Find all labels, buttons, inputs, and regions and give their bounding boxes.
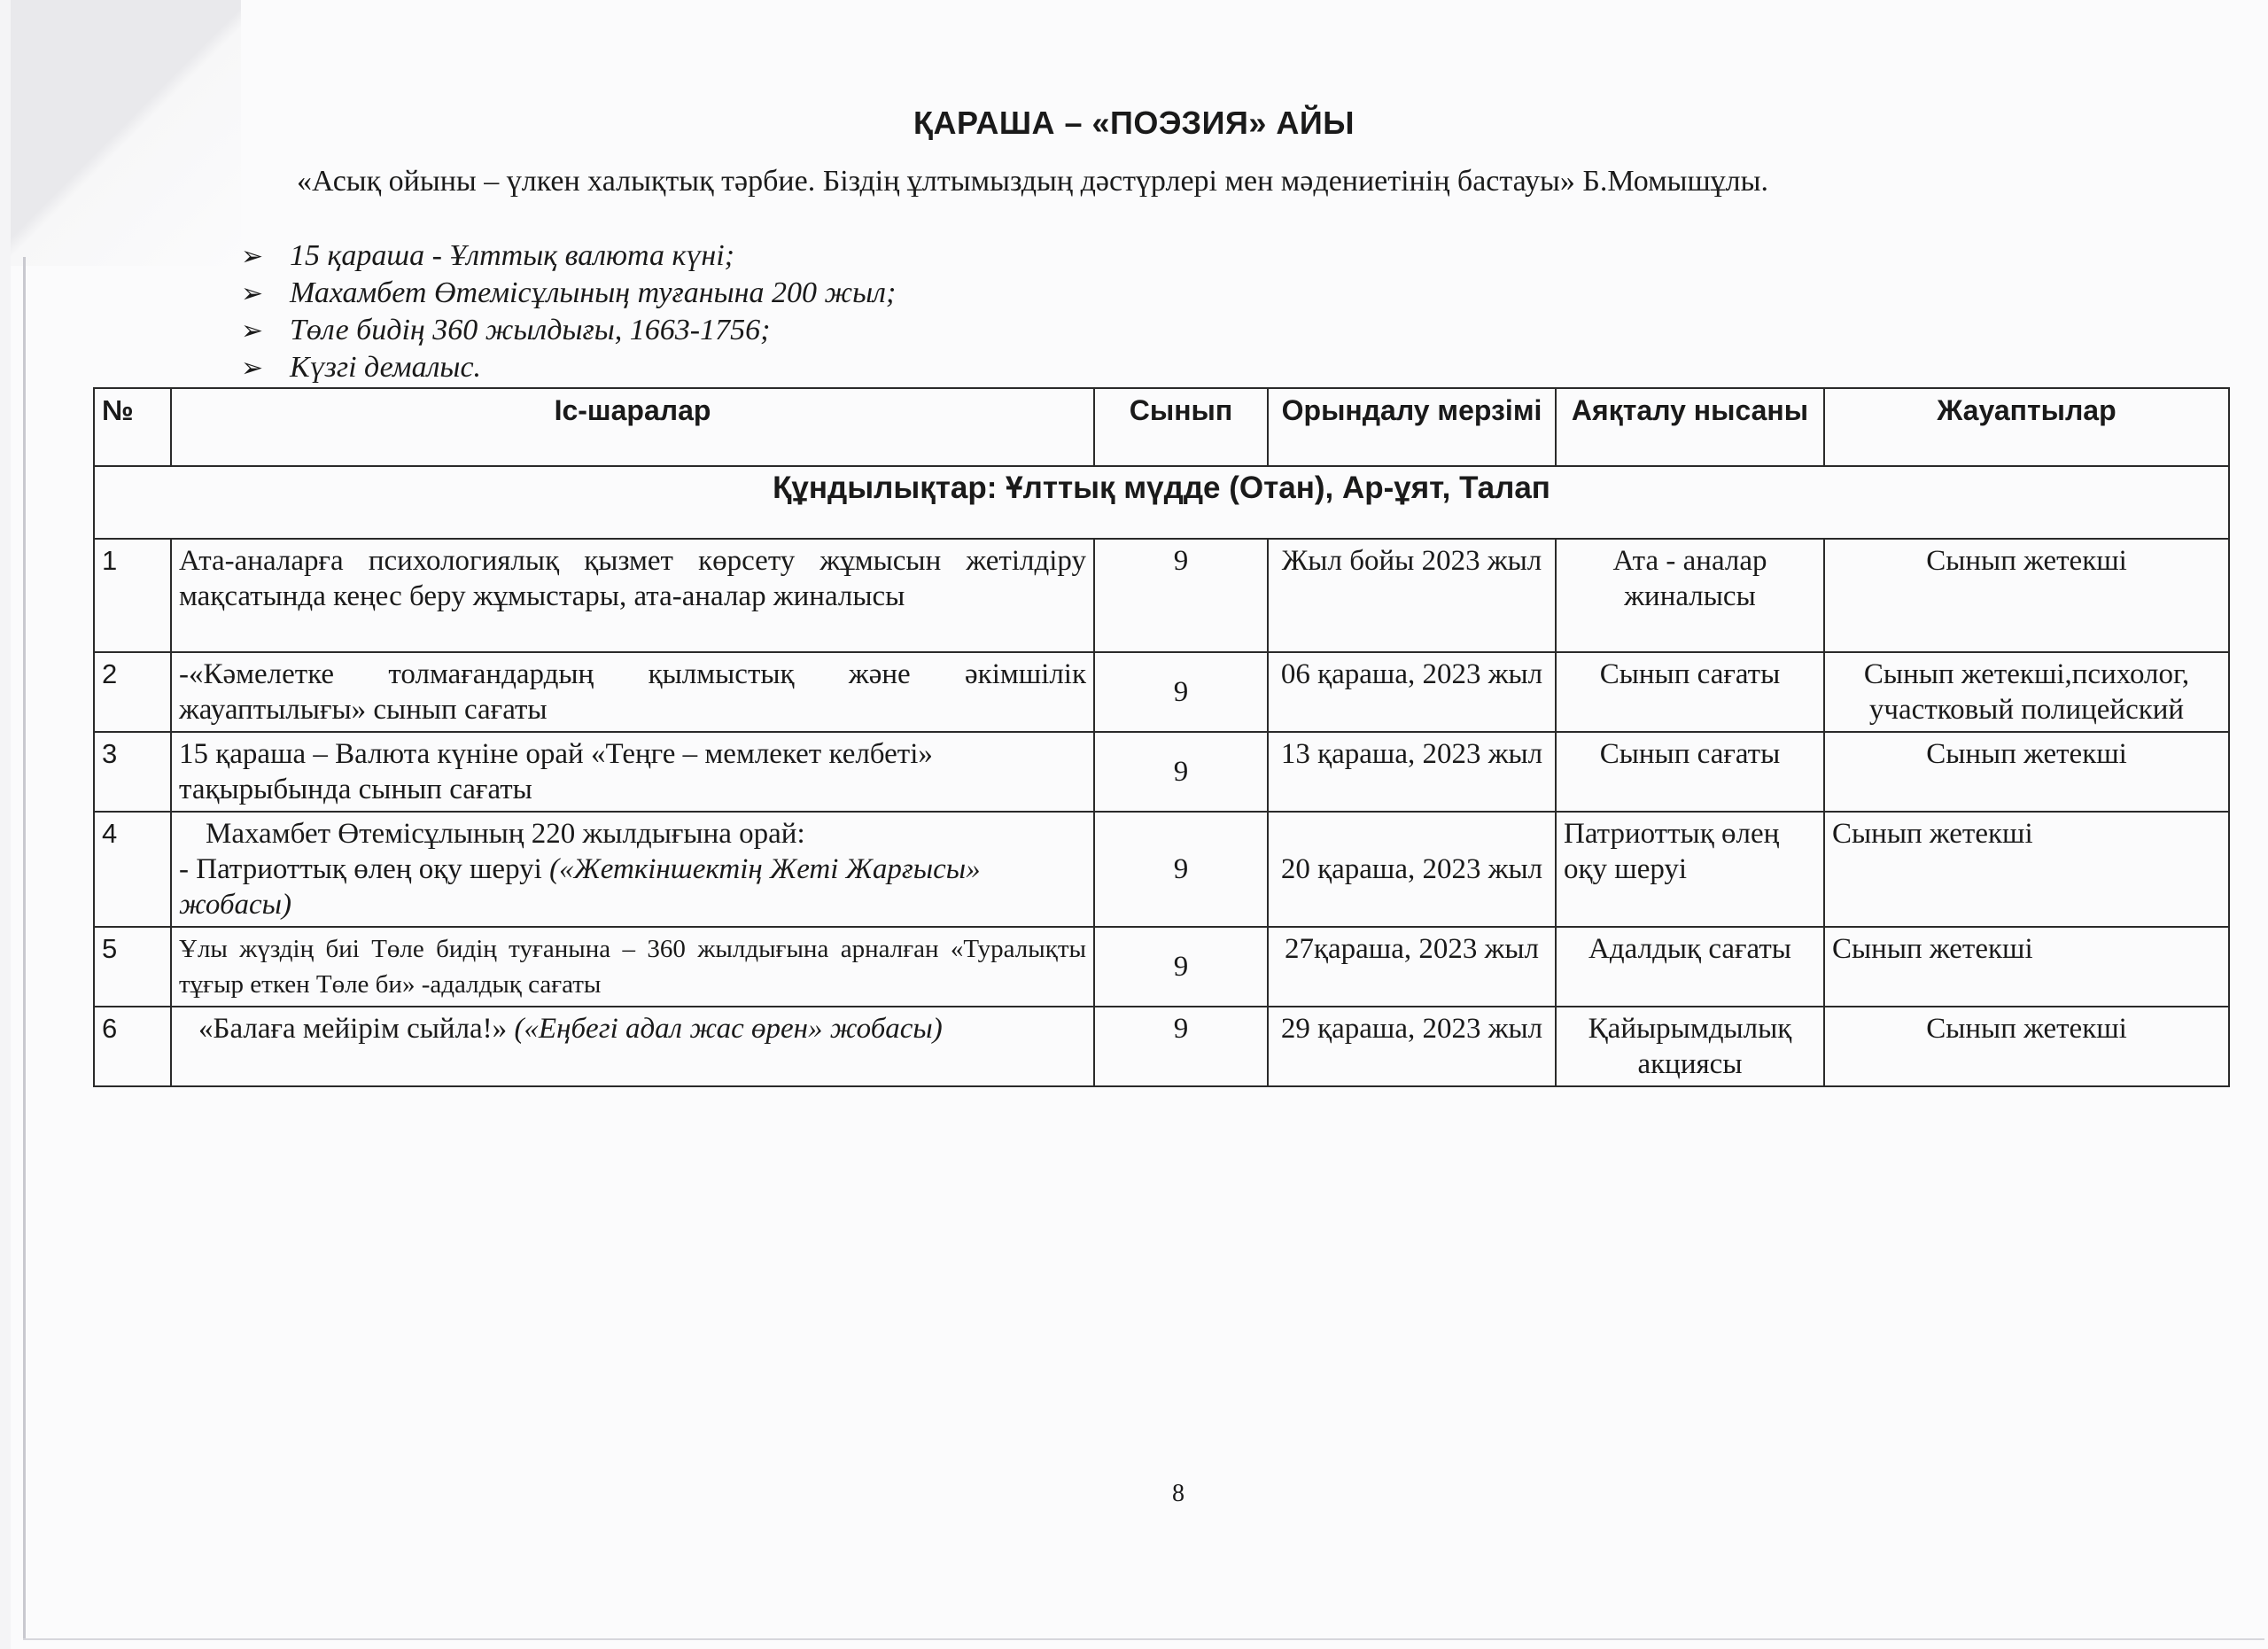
header-grade: Сынып: [1094, 388, 1268, 466]
row-grade: 9: [1094, 732, 1268, 812]
row-event-project: («Еңбегі адал жас өрен» жобасы): [514, 1013, 943, 1045]
row-event-line1: Махамбет Өтемісұлының 220 жылдығына орай:: [206, 818, 805, 850]
table-row: [94, 1007, 2229, 1086]
row-form: Сынып сағаты: [1556, 652, 1824, 732]
arrow-bullet-icon: ➢: [241, 316, 264, 346]
row-event: [171, 812, 1094, 927]
header-form: Аяқталу нысаны: [1556, 388, 1824, 466]
arrow-bullet-icon: ➢: [241, 279, 264, 308]
table-row: [94, 812, 2229, 927]
table-row: [94, 927, 2229, 1007]
header-responsible: Жауаптылар: [1824, 388, 2229, 466]
header-number: №: [94, 388, 171, 466]
table-row: [94, 539, 2229, 652]
row-event: Ата-аналарға психологиялық қызмет көрсету жұмысын жетілдіру мақсатында кеңес беру жұмыстары, ата-аналар жиналысы: [171, 539, 1094, 652]
row-number: 1: [94, 539, 171, 652]
table-header-row: [94, 388, 2229, 466]
row-grade: 9: [1094, 1007, 1268, 1086]
observances-list: [241, 237, 896, 386]
row-number: 3: [94, 732, 171, 812]
row-number: 5: [94, 927, 171, 1007]
row-event-line2: - Патриоттық өлең оқу шеруі («Жеткіншектің Жеті Жарғысы» жобасы): [179, 853, 981, 921]
row-event: -«Кәмелетке толмағандардың қылмыстық және әкімшілік жауаптылығы» сынып сағаты: [171, 652, 1094, 732]
row-form: Ата - аналар жиналысы: [1556, 539, 1824, 652]
list-item: ➢ Төле бидің 360 жылдығы, 1663-1756;: [241, 312, 896, 349]
row-responsible: Сынып жетекші: [1824, 927, 2229, 1007]
arrow-bullet-icon: ➢: [241, 354, 264, 383]
row-grade: 9: [1094, 539, 1268, 652]
row-number: 2: [94, 652, 171, 732]
row-responsible: Сынып жетекші: [1824, 812, 2229, 927]
row-form: Патриоттық өлең оқу шеруі: [1556, 812, 1824, 927]
list-item: ➢ Күзгі демалыс.: [241, 349, 896, 386]
row-number: 4: [94, 812, 171, 927]
row-responsible: Сынып жетекші: [1824, 1007, 2229, 1086]
row-number: 6: [94, 1007, 171, 1086]
row-date: 20 қараша, 2023 жыл: [1268, 812, 1556, 927]
header-date: Орындалу мерзімі: [1268, 388, 1556, 466]
row-date: 06 қараша, 2023 жыл: [1268, 652, 1556, 732]
epigraph: «Асық ойыны – үлкен халықтық тәрбие. Біздің ұлтымыздың дәстүрлері мен мәдениетінің бастауы» Б.Момышұлы.: [297, 165, 1768, 198]
row-grade: 9: [1094, 652, 1268, 732]
row-form: Адалдық сағаты: [1556, 927, 1824, 1007]
row-date: Жыл бойы 2023 жыл: [1268, 539, 1556, 652]
row-date: 13 қараша, 2023 жыл: [1268, 732, 1556, 812]
row-event: Ұлы жүздің биі Төле бидің туғанына – 360 жылдығына арналған «Туралықты тұғыр еткен Төле би» -адалдық сағаты: [171, 927, 1094, 1007]
header-events: Іс-шаралар: [171, 388, 1094, 466]
list-item: ➢ 15 қараша - Ұлттық валюта күні;: [241, 237, 896, 275]
row-event: «Балаға мейірім сыйла!» («Еңбегі адал жас өрен» жобасы): [171, 1007, 1094, 1086]
row-date: 29 қараша, 2023 жыл: [1268, 1007, 1556, 1086]
page-number: 8: [1172, 1480, 1184, 1507]
table-row: [94, 652, 2229, 732]
row-grade: 9: [1094, 812, 1268, 927]
values-heading: Құндылықтар: Ұлттық мүдде (Отан), Ар-ұят, Талап: [94, 466, 2229, 539]
row-responsible: Сынып жетекші: [1824, 732, 2229, 812]
page-title: ҚАРАША – «ПОЭЗИЯ» АЙЫ: [913, 105, 1355, 141]
values-row: [94, 466, 2229, 539]
row-date: 27қараша, 2023 жыл: [1268, 927, 1556, 1007]
row-responsible: Сынып жетекші: [1824, 539, 2229, 652]
row-event-project: («Жеткіншектің Жеті Жарғысы» жобасы): [179, 853, 981, 921]
arrow-bullet-icon: ➢: [241, 242, 264, 271]
row-form: Сынып сағаты: [1556, 732, 1824, 812]
row-event: 15 қараша – Валюта күніне орай «Теңге – мемлекет келбеті» тақырыбында сынып сағаты: [171, 732, 1094, 812]
page-edge: [23, 257, 26, 1639]
table-row: [94, 732, 2229, 812]
list-item: ➢ Махамбет Өтемісұлының туғанына 200 жыл;: [241, 275, 896, 312]
page-edge-bottom: [23, 1638, 2264, 1640]
events-table: [93, 387, 2230, 1087]
row-responsible: Сынып жетекші,психолог, участковый полицейский: [1824, 652, 2229, 732]
row-form: Қайырымдылық акциясы: [1556, 1007, 1824, 1086]
row-grade: 9: [1094, 927, 1268, 1007]
